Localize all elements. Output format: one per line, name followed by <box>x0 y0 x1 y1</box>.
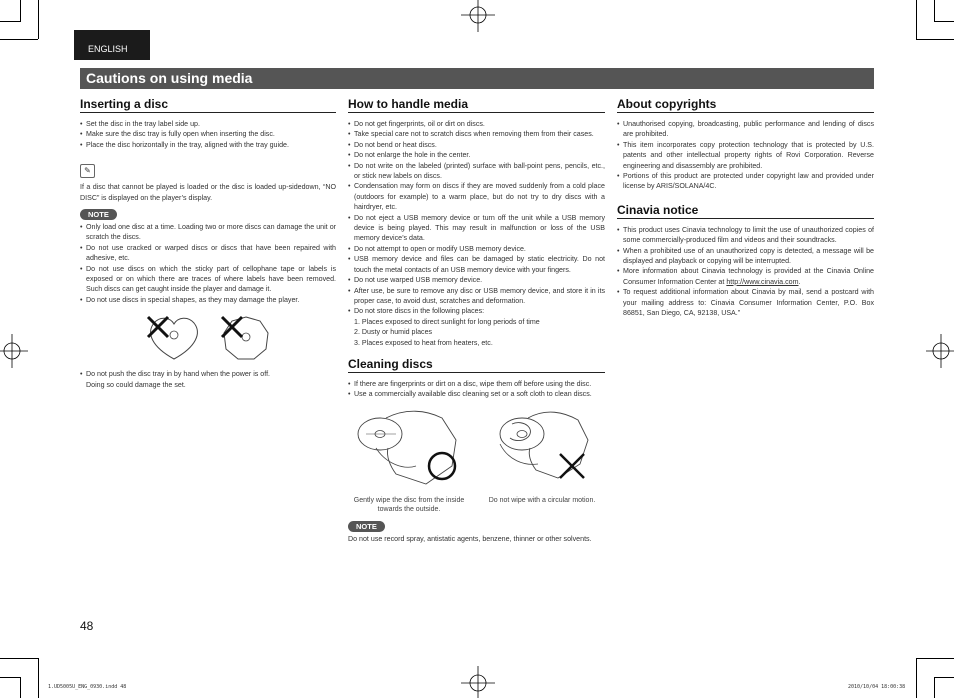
cleaning-note-text: Do not use record spray, antistatic agents, benzene, thinner or other solvents. <box>348 534 592 543</box>
wipe-wrong-icon <box>488 404 608 494</box>
list-item: • Place the disc horizontally in the tray, aligned with the tray guide. <box>80 140 336 150</box>
section-banner: Cautions on using media <box>80 68 874 89</box>
page-number: 48 <box>80 619 94 633</box>
list-item: • Do not use discs on which the sticky part of cellophane tape or labels is exposed or on which there are traces of where labels have been removed. Such discs can get caught inside the player and damage it. <box>80 264 336 295</box>
registration-mark-icon <box>455 664 501 698</box>
list-item: 3. Places exposed to heat from heaters, etc. <box>354 338 493 347</box>
column-inserting <box>80 97 336 390</box>
copyrights-list <box>617 119 874 192</box>
note-list <box>80 222 336 305</box>
list-item: • Do not eject a USB memory device or turn off the unit while a USB memory device is being played. This may result in malfunction or loss of the USB memory device’s data. <box>348 213 605 244</box>
wipe-correct-icon <box>356 404 476 494</box>
list-item: • After use, be sure to remove any disc or USB memory device, and store it in its proper case, to avoid dust, scratches and deformation. <box>348 286 605 307</box>
list-item: • Do not get fingerprints, oil or dirt on discs. <box>348 119 605 129</box>
list-item: • Take special care not to scratch discs when removing them from their cases. <box>348 129 605 139</box>
list-item: • If there are fingerprints or dirt on a disc, wipe them off before using the disc. <box>348 379 605 389</box>
column-copyrights <box>617 97 874 319</box>
cinavia-heading: Cinavia notice <box>617 203 874 219</box>
cinavia-link-suffix: . <box>798 277 801 286</box>
list-item: • Do not bend or heat discs. <box>348 140 605 150</box>
note-badge: NOTE <box>80 209 117 220</box>
list-item: • Do not write on the labeled (printed) surface with ball-point pens, pencils, etc., or stick new labels on discs. <box>348 161 605 182</box>
list-item: • Do not attempt to open or modify USB memory device. <box>348 244 605 254</box>
handling-heading: How to handle media <box>348 97 605 113</box>
cleaning-heading: Cleaning discs <box>348 357 605 373</box>
note-badge: NOTE <box>348 521 385 532</box>
inserting-heading: Inserting a disc <box>80 97 336 113</box>
column-handling <box>348 97 605 544</box>
handling-list <box>348 119 605 317</box>
list-item: • Do not use cracked or warped discs or discs that have been repaired with adhesive, etc. <box>80 243 336 264</box>
list-item <box>80 369 336 390</box>
disc-shapes-illustration <box>80 305 336 367</box>
list-item <box>617 266 874 287</box>
list-item: • Only load one disc at a time. Loading two or more discs can damage the unit or scratch the discs. <box>80 222 336 243</box>
cleaning-list <box>348 379 605 400</box>
copyrights-heading: About copyrights <box>617 97 874 113</box>
print-slug-date: 2010/10/04 18:00:38 <box>848 684 906 690</box>
list-item: • Use a commercially available disc cleaning set or a soft cloth to clean discs. <box>348 389 605 399</box>
cleaning-illustration <box>348 404 605 496</box>
final-bullet-text: Do not push the disc tray in by hand when the power is off. <box>86 370 271 379</box>
list-item: • To request additional information about Cinavia by mail, send a postcard with your mailing address to: Cinavia Consumer Information Center, P.O. Box 86851, San Diego, CA, 92138, USA.” <box>617 287 874 318</box>
list-item: • This product uses Cinavia technology to limit the use of unauthorized copies of some commercially-produced film and videos and their soundtracks. <box>617 225 874 246</box>
list-item: • This item incorporates copy protection technology that is protected by U.S. patents and other intellectual property rights of Rovi Corporation. Reverse engineering and disassembly are prohibited. <box>617 140 874 171</box>
inserting-list <box>80 119 336 150</box>
list-item: • Condensation may form on discs if they are moved suddenly from a cold place (outdoors for example) to a warm place, but do not try to dry discs with a hairdryer, etc. <box>348 181 605 212</box>
list-item: 2. Dusty or humid places <box>354 328 433 337</box>
registration-mark-icon <box>924 328 954 374</box>
print-slug-file: 1.UD5005U_ENG_0930.indd 48 <box>48 684 127 690</box>
cinavia-info-text: More information about Cinavia technology is provided at the Cinavia Online Consumer Information Center at <box>623 267 874 286</box>
list-item: • Make sure the disc tray is fully open when inserting the disc. <box>80 129 336 139</box>
list-item: • Unauthorised copying, broadcasting, public performance and lending of discs are prohibited. <box>617 119 874 140</box>
final-bullet-text-line2: Doing so could damage the set. <box>86 380 186 389</box>
registration-mark-icon <box>0 328 30 374</box>
list-item: • Do not use warped USB memory device. <box>348 275 605 285</box>
tip-text: If a disc that cannot be played is loaded or the disc is loaded up-sidedown, “NO DISC” is displayed on the player’s display. <box>80 183 336 202</box>
list-item: 1. Places exposed to direct sunlight for long periods of time <box>354 317 540 326</box>
list-item: • USB memory device and files can be damaged by static electricity. Do not touch the metal contacts of an USB memory device with your fingers. <box>348 254 605 275</box>
list-item: • Set the disc in the tray label side up. <box>80 119 336 129</box>
cinavia-link[interactable]: http://www.cinavia.com <box>726 277 799 286</box>
cinavia-list <box>617 225 874 319</box>
list-item: • Portions of this product are protected under copyright law and provided under license by ARIS/SOLANA/4C. <box>617 171 874 192</box>
language-tab-label: ENGLISH <box>88 44 128 54</box>
final-list <box>80 369 336 390</box>
special-shape-discs-icon <box>142 311 274 363</box>
language-tab <box>74 30 150 60</box>
places-list <box>348 317 605 348</box>
list-item: • Do not use discs in special shapes, as they may damage the player. <box>80 295 336 305</box>
registration-mark-icon <box>455 0 501 34</box>
list-item: • When a prohibited use of an unauthorized copy is detected, a message will be displayed and playback or copying will be interrupted. <box>617 246 874 267</box>
caption-correct: Gently wipe the disc from the inside towards the outside. <box>353 496 465 514</box>
caption-wrong: Do not wipe with a circular motion. <box>488 496 596 504</box>
list-item: • Do not store discs in the following places: <box>348 306 605 316</box>
pencil-icon: ✎ <box>80 164 95 178</box>
list-item: • Do not enlarge the hole in the center. <box>348 150 605 160</box>
